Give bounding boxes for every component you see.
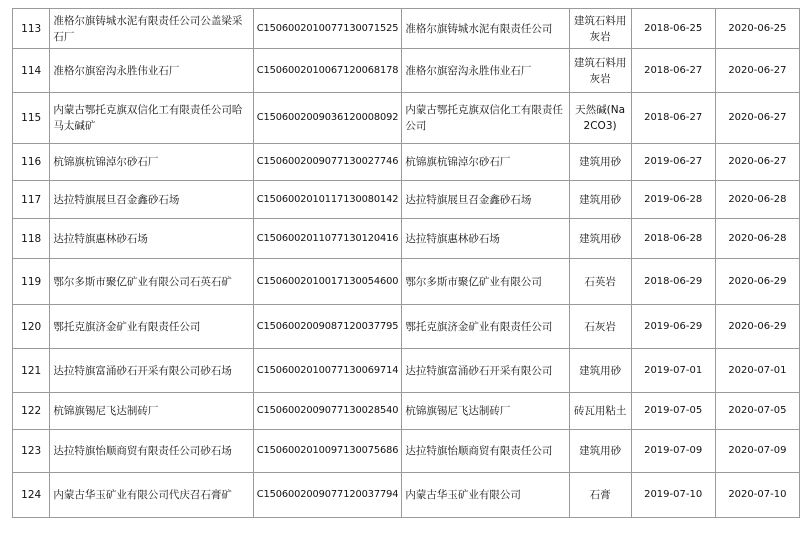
table-row — [13, 9, 800, 49]
mine-name: 鄂托克旗济金矿业有限责任公司 — [50, 305, 253, 349]
end-date: 2020-06-27 — [715, 93, 799, 144]
license-holder: 鄂尔多斯市聚亿矿业有限公司 — [402, 259, 569, 305]
mine-name: 准格尔旗铸城水泥有限责任公司公盖梁采石厂 — [50, 9, 253, 49]
table-row — [13, 181, 800, 219]
mineral-type: 天然碱(Na2CO3) — [569, 93, 631, 144]
table-row — [13, 393, 800, 430]
end-date: 2020-06-29 — [715, 259, 799, 305]
end-date: 2020-06-25 — [715, 9, 799, 49]
license-holder: 达拉特旗富涌砂石开采有限公司 — [402, 349, 569, 393]
start-date: 2018-06-25 — [631, 9, 715, 49]
end-date: 2020-07-09 — [715, 430, 799, 473]
license-code: C1506002009087120037795 — [253, 305, 402, 349]
mining-license-table — [12, 8, 800, 518]
row-number: 124 — [13, 473, 50, 518]
license-code: C1506002010097130075686 — [253, 430, 402, 473]
license-code: C1506002009077130027746 — [253, 144, 402, 181]
license-holder: 达拉特旗展旦召金鑫砂石场 — [402, 181, 569, 219]
mine-name: 内蒙古华玉矿业有限公司代庆召石膏矿 — [50, 473, 253, 518]
row-number: 113 — [13, 9, 50, 49]
table-row — [13, 430, 800, 473]
mine-name: 鄂尔多斯市聚亿矿业有限公司石英石矿 — [50, 259, 253, 305]
table-row — [13, 49, 800, 93]
end-date: 2020-06-28 — [715, 219, 799, 259]
license-holder: 达拉特旗怡顺商贸有限责任公司 — [402, 430, 569, 473]
mine-name: 达拉特旗怡顺商贸有限责任公司砂石场 — [50, 430, 253, 473]
license-code: C1506002011077130120416 — [253, 219, 402, 259]
license-holder: 杭锦旗杭锦淖尔砂石厂 — [402, 144, 569, 181]
license-code: C1506002009077130028540 — [253, 393, 402, 430]
table-row — [13, 349, 800, 393]
license-code: C1506002010117130080142 — [253, 181, 402, 219]
mine-name: 达拉特旗富涌砂石开采有限公司砂石场 — [50, 349, 253, 393]
table-row — [13, 305, 800, 349]
start-date: 2018-06-29 — [631, 259, 715, 305]
table-body — [13, 9, 800, 518]
start-date: 2019-07-01 — [631, 349, 715, 393]
table-row — [13, 473, 800, 518]
license-code: C1506002010017130054600 — [253, 259, 402, 305]
row-number: 116 — [13, 144, 50, 181]
license-holder: 内蒙古鄂托克旗双信化工有限责任公司 — [402, 93, 569, 144]
row-number: 120 — [13, 305, 50, 349]
row-number: 122 — [13, 393, 50, 430]
license-holder: 准格尔旗铸城水泥有限责任公司 — [402, 9, 569, 49]
table-row — [13, 144, 800, 181]
mineral-type: 石膏 — [569, 473, 631, 518]
table-row — [13, 93, 800, 144]
start-date: 2019-06-29 — [631, 305, 715, 349]
start-date: 2019-07-10 — [631, 473, 715, 518]
mineral-type: 建筑用砂 — [569, 144, 631, 181]
mineral-type: 建筑用砂 — [569, 219, 631, 259]
start-date: 2018-06-28 — [631, 219, 715, 259]
license-code: C1506002010077130069714 — [253, 349, 402, 393]
mineral-type: 建筑用砂 — [569, 430, 631, 473]
end-date: 2020-07-05 — [715, 393, 799, 430]
mine-name: 准格尔旗窑沟永胜伟业石厂 — [50, 49, 253, 93]
end-date: 2020-06-27 — [715, 49, 799, 93]
mine-name: 内蒙古鄂托克旗双信化工有限责任公司哈马太碱矿 — [50, 93, 253, 144]
row-number: 123 — [13, 430, 50, 473]
mine-name: 达拉特旗展旦召金鑫砂石场 — [50, 181, 253, 219]
license-code: C1506002009077120037794 — [253, 473, 402, 518]
mineral-type: 石英岩 — [569, 259, 631, 305]
mineral-type: 建筑用砂 — [569, 349, 631, 393]
license-holder: 鄂托克旗济金矿业有限责任公司 — [402, 305, 569, 349]
mineral-type: 石灰岩 — [569, 305, 631, 349]
license-holder: 准格尔旗窑沟永胜伟业石厂 — [402, 49, 569, 93]
mine-name: 杭锦旗锡尼飞达制砖厂 — [50, 393, 253, 430]
end-date: 2020-06-28 — [715, 181, 799, 219]
mineral-type: 建筑用砂 — [569, 181, 631, 219]
table-row — [13, 219, 800, 259]
end-date: 2020-07-01 — [715, 349, 799, 393]
row-number: 117 — [13, 181, 50, 219]
license-holder: 杭锦旗锡尼飞达制砖厂 — [402, 393, 569, 430]
license-code: C1506002010067120068178 — [253, 49, 402, 93]
mine-name: 杭锦旗杭锦淖尔砂石厂 — [50, 144, 253, 181]
license-holder: 达拉特旗惠林砂石场 — [402, 219, 569, 259]
license-code: C1506002009036120008092 — [253, 93, 402, 144]
end-date: 2020-07-10 — [715, 473, 799, 518]
table-row — [13, 259, 800, 305]
row-number: 121 — [13, 349, 50, 393]
row-number: 114 — [13, 49, 50, 93]
start-date: 2019-06-28 — [631, 181, 715, 219]
mineral-type: 建筑石料用灰岩 — [569, 49, 631, 93]
start-date: 2018-06-27 — [631, 93, 715, 144]
license-holder: 内蒙古华玉矿业有限公司 — [402, 473, 569, 518]
mineral-type: 砖瓦用粘土 — [569, 393, 631, 430]
mineral-type: 建筑石料用灰岩 — [569, 9, 631, 49]
start-date: 2019-07-05 — [631, 393, 715, 430]
start-date: 2018-06-27 — [631, 49, 715, 93]
row-number: 119 — [13, 259, 50, 305]
license-code: C1506002010077130071525 — [253, 9, 402, 49]
end-date: 2020-06-29 — [715, 305, 799, 349]
end-date: 2020-06-27 — [715, 144, 799, 181]
row-number: 118 — [13, 219, 50, 259]
start-date: 2019-06-27 — [631, 144, 715, 181]
row-number: 115 — [13, 93, 50, 144]
mine-name: 达拉特旗惠林砂石场 — [50, 219, 253, 259]
start-date: 2019-07-09 — [631, 430, 715, 473]
